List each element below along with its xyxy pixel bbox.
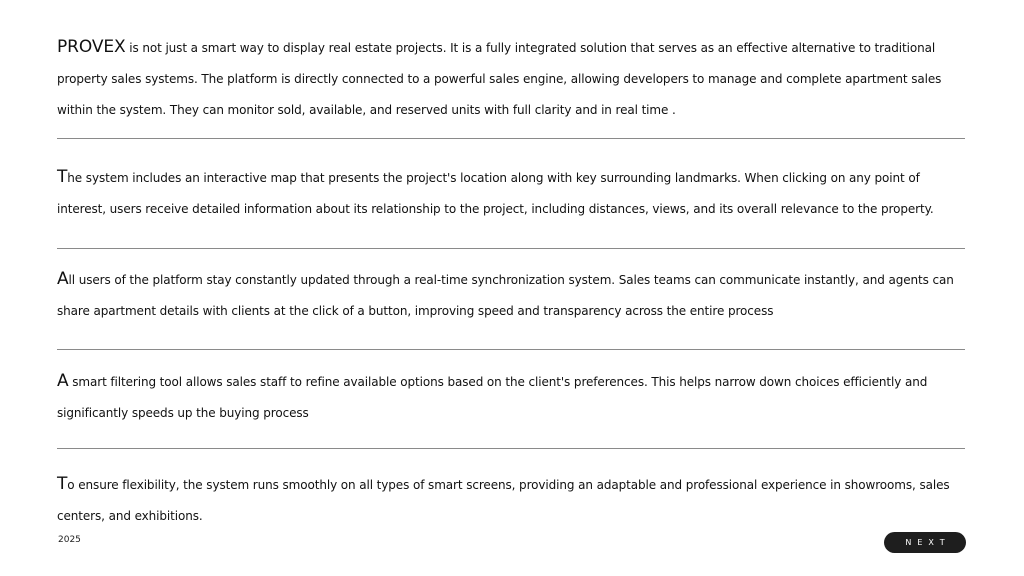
footer-year: 2025 <box>58 535 81 545</box>
section-smart-screens <box>57 469 965 532</box>
next-button[interactable]: NEXT <box>884 532 966 553</box>
section-interactive-map <box>57 162 965 225</box>
drop-cap: T <box>57 474 68 494</box>
section-smart-filtering <box>57 366 965 429</box>
section-text: is not just a smart way to display real estate projects. It is a fully integrated solution that serves as an effective alternative to traditional property sales systems. The platform is directly connected to a powerful sales engine, allowing developers to manage and complete apartment sales within the system. They can monitor sold, available, and reserved units with full clarity and in real time . <box>57 41 942 117</box>
divider <box>57 138 965 139</box>
section-realtime-sync <box>57 264 965 327</box>
drop-cap: A <box>57 371 69 391</box>
section-provex-intro <box>57 32 965 126</box>
drop-cap: T <box>57 167 68 187</box>
section-text: ll users of the platform stay constantly updated through a real-time synchronization system. Sales teams can communicate instantly, and agents can share apartment details with clients at the click of a button, improving speed and transparency across the entire process <box>57 273 954 318</box>
divider <box>57 349 965 350</box>
drop-cap: A <box>57 269 69 289</box>
divider <box>57 448 965 449</box>
section-text: he system includes an interactive map that presents the project's location along with key surrounding landmarks. When clicking on any point of interest, users receive detailed information about its relationship to the project, including distances, views, and its overall relevance to the property. <box>57 171 934 216</box>
brand-name: PROVEX <box>57 37 126 57</box>
section-text: o ensure flexibility, the system runs smoothly on all types of smart screens, providing an adaptable and professional experience in showrooms, sales centers, and exhibitions. <box>57 478 950 523</box>
section-text: smart filtering tool allows sales staff to refine available options based on the client's preferences. This helps narrow down choices efficiently and significantly speeds up the buying process <box>57 375 928 420</box>
divider <box>57 248 965 249</box>
